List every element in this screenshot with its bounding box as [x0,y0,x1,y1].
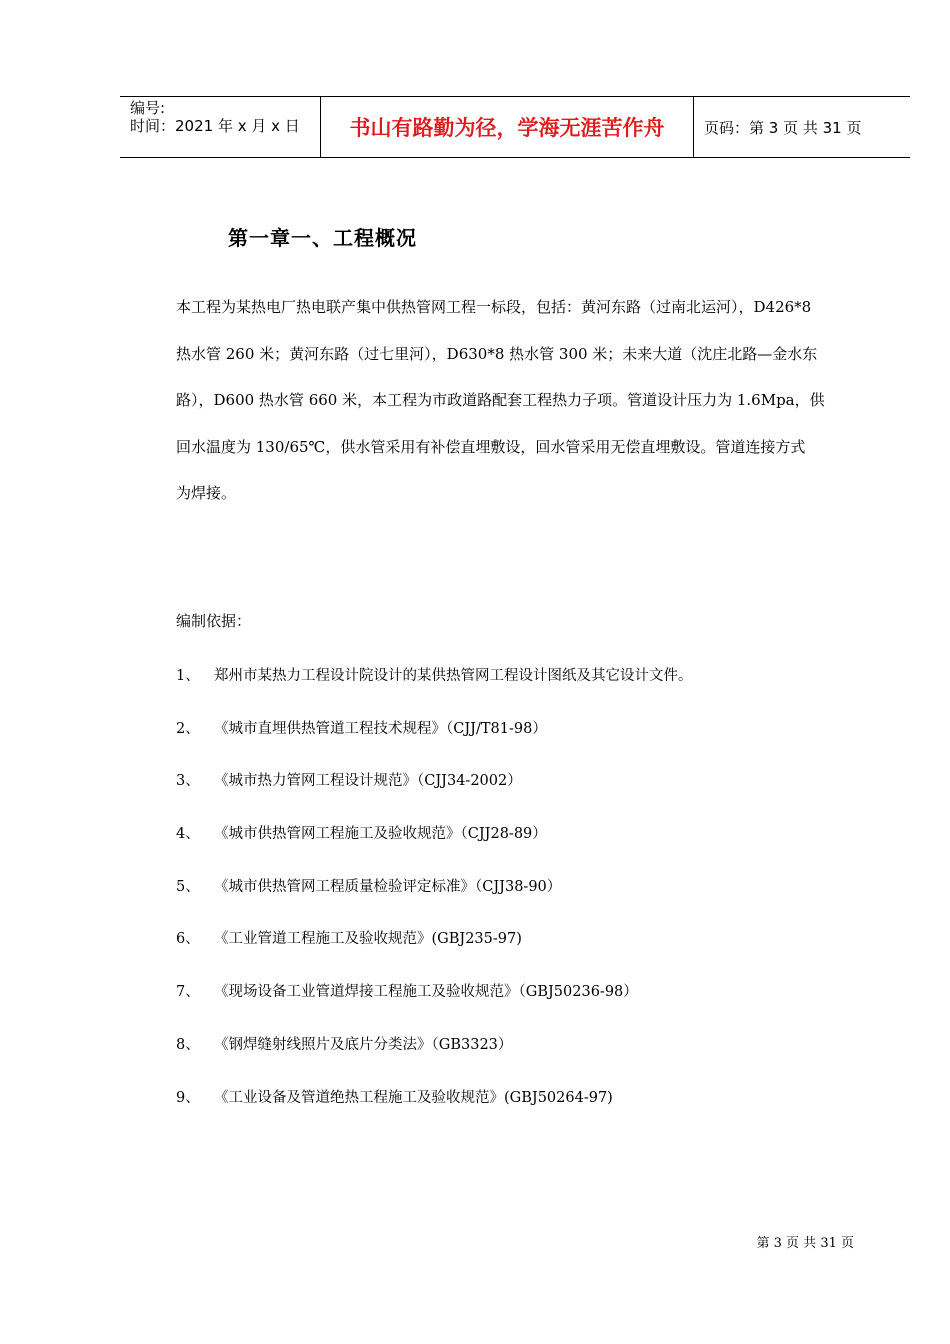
serial-label: 编号: [130,99,166,117]
header-meta-cell [120,97,321,157]
list-item-number: 2、 [176,720,200,737]
list-item-text: 《工业管道工程施工及验收规范》(GBJ235-97) [214,931,522,948]
list-item [176,1033,856,1086]
list-item-number: 5、 [176,878,200,895]
basis-label: 编制依据： [176,612,252,630]
paragraph-line: 回水温度为 130/65℃，供水管采用有补偿直埋敷设，回水管采用无偿直埋敷设。管道连接方式 [176,437,806,456]
header-page-info: 页码：第 3 页 共 31 页 [704,118,862,137]
list-item-number: 4、 [176,826,200,843]
list-item-number: 6、 [176,931,200,948]
list-item-number: 9、 [176,1089,200,1106]
chapter-title: 第一章一、工程概况 [228,226,417,250]
list-item-number: 7、 [176,984,200,1001]
list-item [176,822,856,875]
page-footer: 第 3 页 共 31 页 [756,1236,854,1251]
list-item-text: 《城市热力管网工程设计规范》（CJJ34-2002） [214,773,522,790]
overview-paragraph [176,284,856,517]
list-item-number: 8、 [176,1036,200,1053]
list-item [176,717,856,770]
list-item [176,664,856,717]
list-item [176,927,856,980]
list-item-text: 郑州市某热力工程设计院设计的某供热管网工程设计图纸及其它设计文件。 [214,668,693,684]
list-item-text: 《城市供热管网工程施工及验收规范》（CJJ28-89） [214,826,547,843]
list-item [176,875,856,928]
list-item [176,769,856,822]
list-item-text: 《城市供热管网工程质量检验评定标准》（CJJ38-90） [214,878,562,895]
paragraph-line: 路），D600 热水管 660 米，本工程为市政道路配套工程热力子项。管道设计压力为 1.6Mpa，供 [176,391,825,409]
header-motto: 书山有路勤为径，学海无涯苦作舟 [321,97,694,157]
paragraph-line: 热水管 260 米；黄河东路（过七里河），D630*8 热水管 300 米；未来大道（沈庄北路—金水东 [176,344,818,363]
list-item-text: 《工业设备及管道绝热工程施工及验收规范》(GBJ50264-97) [214,1089,613,1106]
list-item-number: 3、 [176,773,200,790]
reference-list [176,664,856,1138]
list-item [176,1086,856,1139]
paragraph-line: 本工程为某热电厂热电联产集中供热管网工程一标段，包括：黄河东路（过南北运河），D426*8 [176,298,812,316]
page-header [120,96,910,158]
list-item-text: 《城市直埋供热管道工程技术规程》（CJJ/T81-98） [214,720,547,737]
time-text: 时间：2021 年 x 月 x 日 [130,117,300,135]
paragraph-line: 为焊接。 [176,484,237,502]
list-item-number: 1、 [176,668,200,684]
list-item [176,980,856,1033]
list-item-text: 《现场设备工业管道焊接工程施工及验收规范》（GBJ50236-98） [214,984,638,1001]
list-item-text: 《钢焊缝射线照片及底片分类法》（GB3323） [214,1036,513,1053]
